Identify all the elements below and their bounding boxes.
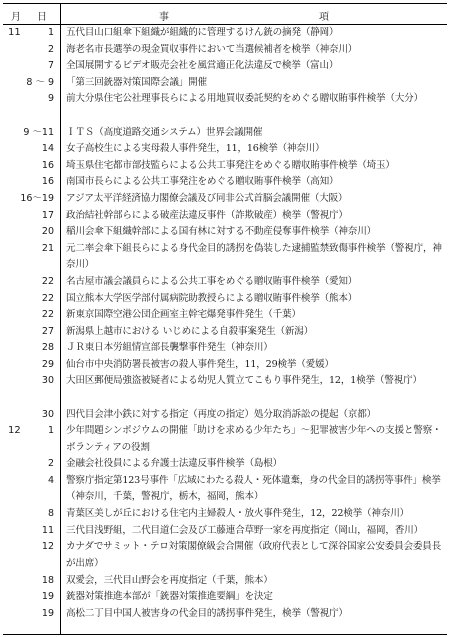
row-day: 7	[47, 60, 54, 72]
row-day: 2	[47, 458, 54, 470]
event-row	[0, 473, 451, 506]
row-day: 17	[41, 209, 54, 221]
row-day: 16	[41, 176, 54, 188]
event-row	[0, 291, 451, 308]
event-row	[0, 274, 451, 291]
row-text: 南国市長らによる公共工事発注をめぐる贈収賄事件検挙（高知）	[66, 176, 339, 188]
row-day: 30	[41, 408, 54, 420]
event-row	[0, 42, 451, 59]
row-day: 14	[41, 143, 54, 155]
event-row	[0, 506, 451, 523]
row-day: 1	[47, 27, 54, 38]
event-row	[0, 373, 451, 406]
event-row	[0, 539, 451, 572]
event-row	[0, 307, 451, 324]
row-text: 元二率会傘下組長らによる身代金目的誘拐を偽装した逮捕監禁致傷事件検挙（警視庁，神奈川）	[66, 242, 442, 271]
event-row	[0, 158, 451, 175]
row-day: 11	[41, 524, 54, 536]
header-day: 日	[37, 12, 47, 23]
event-row	[0, 174, 451, 191]
row-text: 国立熊本大学医学部付属病院助教授らによる贈収賄事件検挙（熊本）	[66, 292, 358, 304]
row-text: 前大分県住宅公社理事長らによる用地買収委託契約をめぐる贈収賄事件検挙（大分）	[66, 93, 423, 105]
row-day: 20	[41, 226, 54, 238]
row-text: 少年問題シンポジウムの開催「助けを求める少年たち」～犯罪被害少年への支援と警察・ボランティアの役割	[66, 425, 442, 453]
row-text: アジア太平洋経済協力閣僚会議及び同非公式首脳会議開催（大阪）	[66, 192, 348, 204]
event-row	[0, 191, 451, 208]
header-events-2: 項	[319, 12, 329, 23]
row-text: 三代目浅野組，二代目道仁会及び工藤連合草野一家を再度指定（岡山，福岡，香川）	[66, 524, 423, 536]
event-row	[0, 357, 451, 374]
row-text: 五代目山口組傘下組織が組織的に管理するけん銃の摘発（静岡）	[66, 27, 339, 38]
row-day: 8 ～ 9	[26, 76, 54, 88]
row-month: 11	[8, 27, 21, 38]
event-row	[0, 75, 451, 92]
event-row	[0, 125, 451, 142]
event-row	[0, 523, 451, 540]
event-list	[0, 25, 451, 622]
row-day: 16	[41, 159, 54, 171]
row-text: 新東京国際空港公団企画室主幹宅爆発事件発生（千葉）	[66, 309, 301, 321]
row-month: 12	[8, 425, 21, 437]
row-text: 青葉区美しが丘における住宅内主婦殺人・放火事件発生，12，22検挙（神奈川）	[66, 508, 410, 520]
row-text: 高松二丁目中国人被害身の代金目的誘拐事件発生，検挙（警視庁）	[66, 607, 348, 619]
event-row	[0, 91, 451, 124]
row-text: 政治結社幹部らによる破産法違反事件（詐欺破産）検挙（警視庁）	[66, 209, 348, 221]
event-row	[0, 25, 451, 42]
row-day: 1	[47, 425, 54, 437]
row-text: 「第三回銃器対策国際会議」開催	[66, 76, 207, 88]
event-row	[0, 241, 451, 274]
event-row	[0, 589, 451, 606]
row-day: 9	[47, 93, 54, 105]
event-row	[0, 573, 451, 590]
row-day: 22	[41, 309, 54, 321]
row-text: ＪＲ東日本労組情宣部長襲撃事件発生（神奈川）	[66, 342, 273, 354]
row-day: 19	[41, 607, 54, 619]
row-text: 仙台市中央消防署長被害の殺人事件発生，11，29検挙（愛媛）	[66, 358, 334, 370]
row-day: 22	[41, 275, 54, 287]
row-text: 女子高校生による実母殺人事件発生，11，16検挙（神奈川）	[66, 143, 325, 155]
row-day: 4	[47, 475, 54, 487]
row-text: 埼玉県住宅都市部技監らによる公共工事発注をめぐる贈収賄事件検挙（埼玉）	[66, 159, 395, 171]
row-text: 稲川会傘下組織幹部による国有林に対する不動産侵奪事件検挙（神奈川）	[66, 226, 376, 238]
row-text: 海老名市長選挙の現金買収事件において当選候補者を検挙（神奈川）	[66, 43, 358, 55]
row-text: 名古屋市議会議員らによる公共工事をめぐる贈収賄事件検挙（愛知）	[66, 275, 358, 287]
row-day: 21	[41, 242, 54, 254]
bottom-rule	[3, 634, 447, 635]
row-text: ＩＴＳ（高度道路交通システム）世界会議開催	[66, 126, 263, 138]
row-text: カナダでサミット・テロ対策閣僚級会合開催（政府代表として深谷国家公安委員会委員長が出席）	[66, 541, 442, 569]
event-row	[0, 208, 451, 225]
row-day: 12	[41, 541, 54, 553]
event-row	[0, 423, 451, 456]
row-day: 2	[47, 43, 54, 55]
row-text: 警察庁指定第123号事件「広域にわたる殺人・死体遺棄，身の代金目的誘拐等事件」検挙（神奈川，千葉，警視庁，栃木，福岡，熊本）	[66, 475, 441, 503]
row-text: 四代目会津小鉄に対する指定（再度の指定）処分取消訴訟の提起（京都）	[66, 408, 376, 420]
header-month: 月	[11, 12, 21, 23]
row-text: 全国展開するビデオ販売会社を風営適正化法違反で検挙（富山）	[66, 60, 339, 72]
row-text: 金融会社役員による弁護士法違反事件検挙（島根）	[66, 458, 283, 470]
row-day: 29	[41, 358, 54, 370]
row-text: 双愛会，三代目山野会を再度指定（千葉，熊本）	[66, 574, 273, 586]
row-day: 19	[41, 591, 54, 603]
event-row	[0, 407, 451, 424]
event-row	[0, 606, 451, 623]
row-text: 銃器対策推進本部が「銃器対策推進要綱」を決定	[66, 591, 273, 603]
event-row	[0, 340, 451, 357]
row-day: 28	[41, 342, 54, 354]
row-day: 9 ～11	[23, 126, 54, 138]
header-events-1: 事	[159, 12, 169, 23]
event-row	[0, 224, 451, 241]
header-column-divider	[60, 4, 61, 24]
event-row	[0, 141, 451, 158]
table-header	[3, 3, 447, 25]
row-day: 18	[41, 574, 54, 586]
row-day: 30	[41, 375, 54, 387]
row-day: 16～19	[20, 192, 54, 204]
row-day: 22	[41, 292, 54, 304]
row-text: 新潟県上越市における いじめによる自殺事案発生（新潟）	[66, 325, 314, 337]
event-row	[0, 456, 451, 473]
event-row	[0, 324, 451, 341]
row-text: 大田区郵便局強盗被疑者による幼児人質立てこもり事件発生，12，1検挙（警視庁）	[66, 375, 422, 387]
row-day: 8	[47, 508, 54, 520]
row-day: 27	[41, 325, 54, 337]
event-row	[0, 58, 451, 75]
